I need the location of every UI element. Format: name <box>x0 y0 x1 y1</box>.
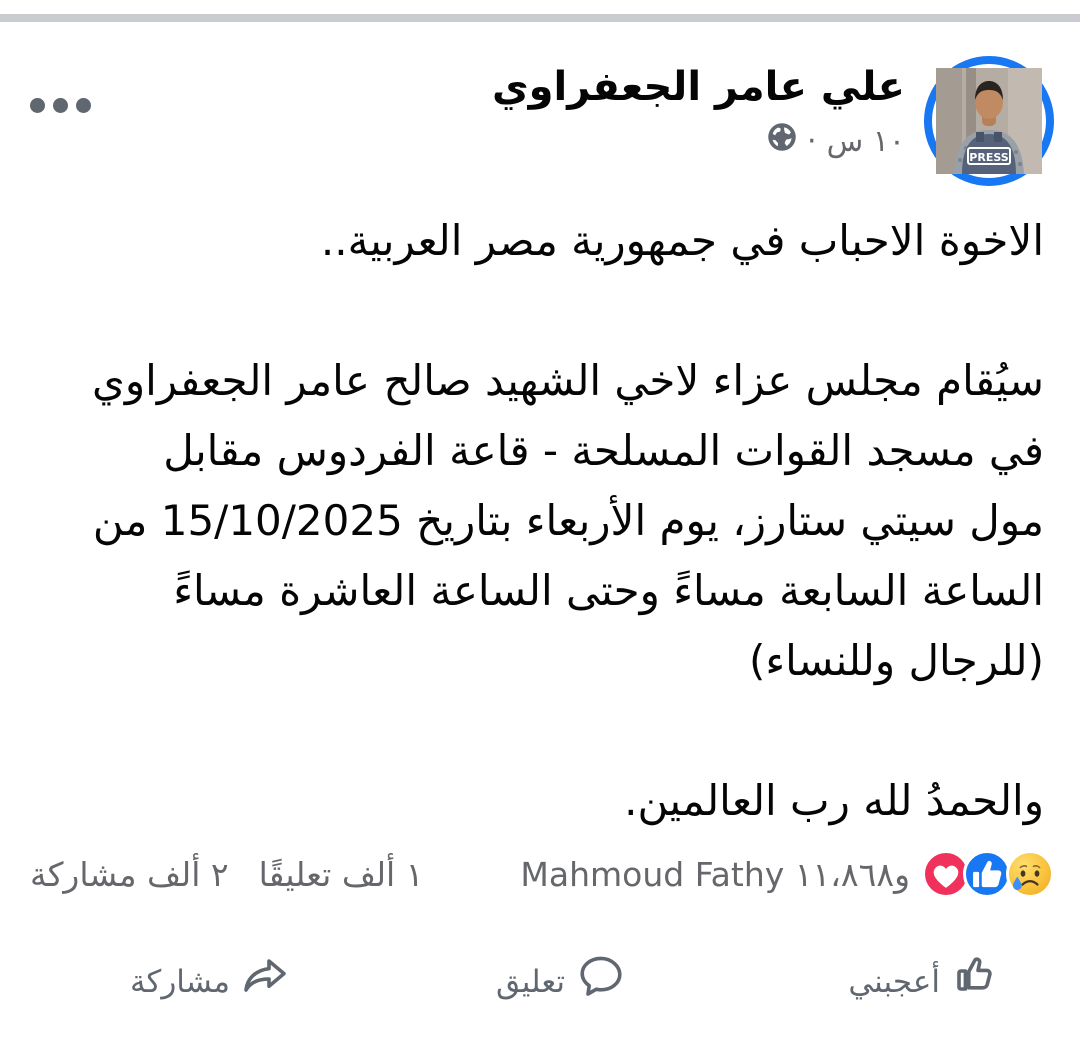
facebook-post <box>0 14 1080 1000</box>
comment-icon <box>577 952 625 1000</box>
reaction-icons[interactable] <box>922 850 1054 898</box>
share-button[interactable] <box>130 952 290 1000</box>
comments-count[interactable]: ١ ألف تعليقًا <box>258 854 424 894</box>
post-line: الساعة السابعة مساءً وحتى الساعة العاشرة مساءً <box>173 566 1044 615</box>
avatar-photo <box>936 68 1042 174</box>
share-icon <box>242 952 290 1000</box>
shares-count[interactable]: ٢ ألف مشاركة <box>30 854 229 894</box>
header-text-column <box>492 56 905 186</box>
post-line: في مسجد القوات المسلحة - قاعة الفردوس مقابل <box>163 426 1044 475</box>
comment-button[interactable] <box>496 952 625 1000</box>
post-meta <box>767 122 905 160</box>
globe-icon <box>767 122 797 160</box>
engagement-summary <box>0 842 1080 906</box>
share-label: مشاركة <box>129 964 230 1000</box>
comment-label: تعليق <box>495 964 565 1000</box>
press-vest-label: PRESS <box>969 151 1009 164</box>
timestamp[interactable]: ١٠ س <box>826 123 905 159</box>
post-line <box>36 276 1044 346</box>
meta-separator: · <box>807 123 817 159</box>
like-reaction-icon <box>963 850 1011 898</box>
like-icon <box>952 952 1000 1000</box>
post-line: (للرجال وللنساء) <box>749 636 1044 685</box>
post-separator <box>0 14 1080 22</box>
reactions-count[interactable]: و١١،٨٦٨ Mahmoud Fathy <box>520 854 910 894</box>
action-bar <box>0 952 1080 1042</box>
like-label: أعجبني <box>848 964 940 1000</box>
post-menu-icon[interactable] <box>30 98 91 113</box>
post-line: والحمدُ لله رب العالمين. <box>624 776 1044 825</box>
post-line: الاخوة الاحباب في جمهورية مصر العربية.. <box>320 216 1044 265</box>
author-name[interactable]: علي عامر الجعفراوي <box>491 64 905 110</box>
post-line <box>36 696 1044 766</box>
like-button[interactable] <box>848 952 1000 1000</box>
post-line: مول سيتي ستارز، يوم الأربعاء بتاريخ 15/10/2025 من <box>92 496 1044 545</box>
post-line: سيُقام مجلس عزاء لاخي الشهيد صالح عامر الجعفراوي <box>92 356 1044 405</box>
sad-reaction-icon <box>1006 850 1054 898</box>
avatar[interactable] <box>924 56 1054 186</box>
post-header <box>0 22 1080 186</box>
post-body <box>0 186 1080 836</box>
